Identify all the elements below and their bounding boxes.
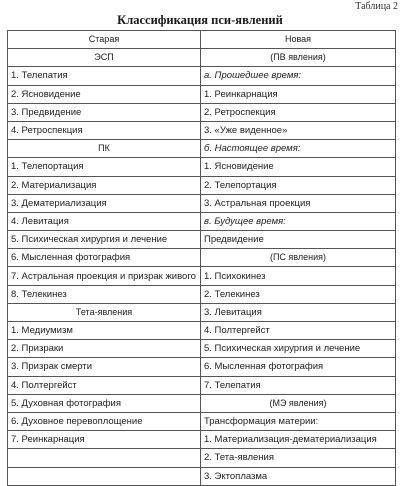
- table-row: [8, 322, 396, 340]
- table-row: [8, 249, 396, 267]
- cell-new: 3. Эктоплазма: [201, 467, 396, 485]
- table-row: [8, 121, 396, 139]
- header-new: Новая: [201, 31, 396, 49]
- cell-old: 3. Дематериализация: [8, 194, 201, 212]
- cell-new: 5. Психическая хирургия и лечение: [201, 340, 396, 358]
- cell-new: 4. Полтергейст: [201, 322, 396, 340]
- cell-new: (ПВ явления): [201, 49, 396, 67]
- cell-new: 2. Телекинез: [201, 285, 396, 303]
- table-row: [8, 394, 396, 412]
- cell-old: [8, 467, 201, 485]
- header-row: [8, 31, 396, 49]
- cell-old: Тета-явления: [8, 303, 201, 321]
- cell-new: 6. Мысленная фотография: [201, 358, 396, 376]
- cell-new: (ПС явления): [201, 249, 396, 267]
- cell-old: 4. Полтергейст: [8, 376, 201, 394]
- header-old: Старая: [8, 31, 201, 49]
- cell-new: а. Прошедшее время:: [201, 67, 396, 85]
- cell-old: 4. Левитация: [8, 212, 201, 230]
- table-row: [8, 85, 396, 103]
- cell-old: 1. Телепатия: [8, 67, 201, 85]
- cell-old: 5. Духовная фотография: [8, 394, 201, 412]
- cell-new: Предвидение: [201, 231, 396, 249]
- cell-new: 1. Реинкарнация: [201, 85, 396, 103]
- table-row: [8, 412, 396, 430]
- cell-new: б. Настоящее время:: [201, 140, 396, 158]
- cell-new: 1. Ясновидение: [201, 158, 396, 176]
- table-row: [8, 285, 396, 303]
- cell-old: 7. Реинкарнация: [8, 431, 201, 449]
- cell-new: 2. Ретроспекция: [201, 103, 396, 121]
- cell-old: 1. Телепортация: [8, 158, 201, 176]
- cell-old: ПК: [8, 140, 201, 158]
- table-row: [8, 467, 396, 485]
- table-body: [8, 31, 396, 486]
- cell-old: ЭСП: [8, 49, 201, 67]
- cell-old: 6. Мысленная фотография: [8, 249, 201, 267]
- cell-new: 3. «Уже виденное»: [201, 121, 396, 139]
- table-row: [8, 449, 396, 467]
- cell-old: 4. Ретроспекция: [8, 121, 201, 139]
- table-row: [8, 431, 396, 449]
- table-row: [8, 231, 396, 249]
- table-row: [8, 140, 396, 158]
- table-row: [8, 303, 396, 321]
- table-row: [8, 194, 396, 212]
- cell-new: 7. Телепатия: [201, 376, 396, 394]
- cell-old: 3. Предвидение: [8, 103, 201, 121]
- table-row: [8, 267, 396, 285]
- table-row: [8, 176, 396, 194]
- table-row: [8, 358, 396, 376]
- table-row: [8, 158, 396, 176]
- cell-old: 1. Медиумизм: [8, 322, 201, 340]
- cell-new: 3. Астральная проекция: [201, 194, 396, 212]
- table-row: [8, 49, 396, 67]
- cell-old: 2. Материализация: [8, 176, 201, 194]
- table-row: [8, 67, 396, 85]
- cell-new: 2. Телепортация: [201, 176, 396, 194]
- cell-new: (МЭ явления): [201, 394, 396, 412]
- cell-old: 7. Астральная проекция и призрак живого: [8, 267, 201, 285]
- table-number: Таблица 2: [355, 1, 398, 12]
- cell-old: 2. Призраки: [8, 340, 201, 358]
- cell-new: Трансформация материи:: [201, 412, 396, 430]
- cell-new: в. Будущее время:: [201, 212, 396, 230]
- cell-old: 3. Призрак смерти: [8, 358, 201, 376]
- cell-old: [8, 449, 201, 467]
- table-row: [8, 103, 396, 121]
- cell-new: 2. Тета-явления: [201, 449, 396, 467]
- classification-table: [7, 30, 396, 486]
- cell-old: 8. Телекинез: [8, 285, 201, 303]
- table-row: [8, 212, 396, 230]
- table-row: [8, 340, 396, 358]
- cell-new: 1. Психокинез: [201, 267, 396, 285]
- page-title: Классификация пси-явлений: [117, 13, 283, 27]
- table-row: [8, 376, 396, 394]
- cell-old: 2. Ясновидение: [8, 85, 201, 103]
- cell-new: 1. Материализация-дематериализация: [201, 431, 396, 449]
- cell-new: 3. Левитация: [201, 303, 396, 321]
- cell-old: 5. Психическая хирургия и лечение: [8, 231, 201, 249]
- cell-old: 6. Духовное перевоплощение: [8, 412, 201, 430]
